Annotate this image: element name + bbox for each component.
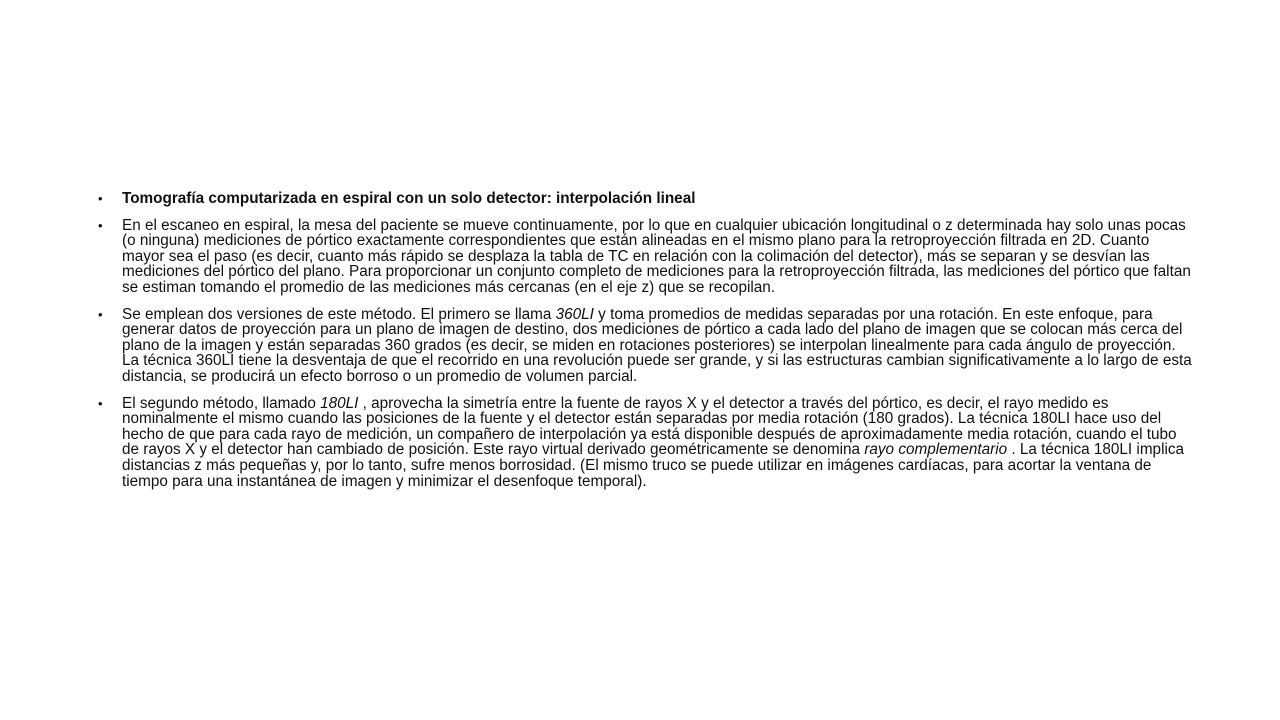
bullet-icon: • [98, 191, 103, 206]
bullet-title-text: Tomografía computarizada en espiral con un solo detector: interpolación lineal [122, 190, 696, 207]
bullet-paragraph-2-italic: 360LI [555, 305, 594, 323]
bullet-paragraph-3-italic2: rayo complementario [864, 441, 1008, 459]
bullet-icon: • [98, 217, 103, 233]
bullet-paragraph-2-after: y toma promedios de medidas separadas por una rotación. En este enfoque, para generar datos de proyección para un plano de imagen de destino, dos mediciones de pórtico a cada lado del plano de imagen que se colocan más cerca del plano de la imagen y están separadas 360 grados (es decir, se miden en rotaciones posteriores) se interpolan linealmente para cada ángulo de proyección. La técnica 360LI tiene la desventaja de que el recorrido en una revolución puede ser grande, y si las estructuras cambian significativamente a lo largo de esta distancia, se producirá un efecto borroso o un promedio de volumen parcial. [122, 305, 1192, 385]
bullet-paragraph-3-before: El segundo método, llamado [122, 394, 321, 412]
slide-content [96, 191, 1192, 500]
bullet-icon: • [98, 306, 103, 322]
bullet-paragraph-3-middle: , aprovecha la simetría entre la fuente de rayos X y el detector a través del pórtico, es decir, el rayo medido es nominalmente el mismo cuando las posiciones de la fuente y el detector están separadas por media rotación (180 grados). La técnica 180LI hace uso del hecho de que para cada rayo de medición, un compañero de interpolación ya está disponible después de aproximadamente media rotación, cuando el tubo de rayos X y el detector han cambiado de posición. Este rayo virtual derivado geométricamente se denomina [122, 394, 1177, 459]
bullet-icon: • [98, 395, 103, 411]
bullet-paragraph-2 [96, 307, 1192, 385]
bullet-paragraph-3 [96, 396, 1192, 490]
bullet-paragraph-1-text: En el escaneo en espiral, la mesa del paciente se mueve continuamente, por lo que en cualquier ubicación longitudinal o z determinada hay solo unas pocas (o ninguna) mediciones de pórtico exactamente correspondientes que están alineadas en el mismo plano para la retroproyección filtrada en 2D. Cuanto mayor sea el paso (es decir, cuanto más rápido se desplaza la tabla de TC en relación con la colimación del detector), más se separan y se desvían las mediciones del pórtico del plano. Para proporcionar un conjunto completo de mediciones para la retroproyección filtrada, las mediciones del pórtico que faltan se estiman tomando el promedio de las mediciones más cercanas (en el eje z) que se recopilan. [122, 216, 1191, 296]
bullet-paragraph-1 [96, 218, 1192, 296]
bullet-paragraph-3-after: . La técnica 180LI implica distancias z más pequeñas y, por lo tanto, sufre menos borrosidad. (El mismo truco se puede utilizar en imágenes cardíacas, para acortar la ventana de tiempo para una instantánea de imagen y minimizar el desenfoque temporal). [122, 441, 1185, 490]
bullet-paragraph-2-before: Se emplean dos versiones de este método. El primero se llama [122, 305, 556, 323]
bullet-title [96, 191, 1192, 207]
bullet-paragraph-3-italic: 180LI [320, 394, 359, 412]
